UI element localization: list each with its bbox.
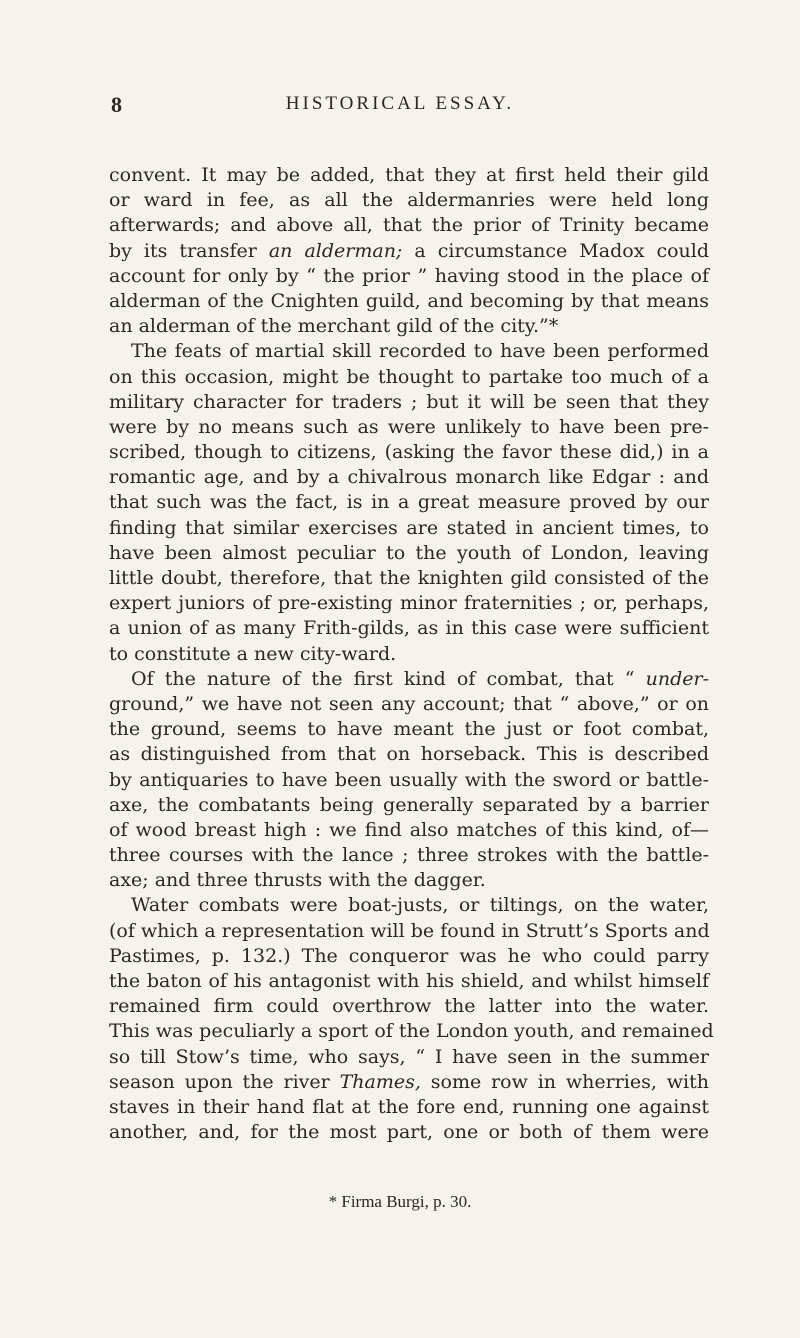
italic-phrase: Thames, (339, 1070, 421, 1093)
body-text (109, 163, 714, 1145)
text-line: axe, the combatants being generally separated by a barrier (109, 793, 709, 816)
text-line: to constitute a new city-ward. (109, 642, 397, 665)
text-line: as distinguished from that on horseback. This is described (109, 743, 709, 766)
text-line: remained firm could overthrow the latter into the water. (109, 995, 709, 1018)
text-line: romantic age, and by a chivalrous monarch like Edgar : and (109, 466, 709, 489)
text-line: little doubt, therefore, that the knighten gild consisted of the (109, 567, 709, 589)
text-line: Of the nature of the first kind of combat, that “ under- (131, 667, 709, 690)
text-line: afterwards; and above all, that the prior of Trinity became (109, 214, 709, 237)
text-line: season upon the river Thames, some row in wherries, with (109, 1070, 709, 1093)
text-line: by its transfer an alderman; a circumstance Madox could (109, 239, 709, 262)
text-line: by antiquaries to have been usually with the sword or battle- (109, 768, 709, 791)
text-line: of wood breast high : we find also matches of this kind, of— (109, 818, 709, 841)
text-line: that such was the fact, is in a great measure proved by our (109, 491, 709, 514)
page-number: 8 (111, 92, 122, 117)
text-line: have been almost peculiar to the youth of London, leaving (109, 541, 709, 564)
text-line: or ward in fee, as all the aldermanries were held long (109, 189, 709, 212)
text-line: an alderman of the merchant gild of the city.”* (109, 315, 559, 338)
text-line: on this occasion, might be thought to partake too much of a (109, 365, 709, 388)
text-line: alderman of the Cnighten guild, and becoming by that means (109, 289, 709, 312)
text-line: ground,” we have not seen any account; that “ above,” or on (109, 692, 709, 715)
text-line: scribed, though to citizens, (asking the favor these did,) in a (109, 441, 709, 464)
running-title: HISTORICAL ESSAY. (285, 93, 515, 114)
text-line: another, and, for the most part, one or both of them were (109, 1121, 709, 1144)
text-line: The feats of martial skill recorded to have been performed (131, 340, 709, 363)
text-line: staves in their hand flat at the fore end, running one against (109, 1095, 709, 1118)
text-line: military character for traders ; but it will be seen that they (109, 390, 709, 413)
text-line: three courses with the lance ; three strokes with the battle- (109, 844, 709, 867)
text-line: a union of as many Frith-gilds, as in this case were sufficient (109, 617, 709, 640)
text-line: expert juniors of pre-existing minor fraternities ; or, perhaps, (109, 592, 709, 615)
text-line: the baton of his antagonist with his shield, and whilst himself (109, 970, 709, 992)
text-line: account for only by “ the prior ” having stood in the place of (109, 264, 709, 287)
italic-phrase: under- (645, 667, 709, 690)
text-line: convent. It may be added, that they at first held their gild (109, 164, 709, 186)
footnote: * Firma Burgi, p. 30. (328, 1192, 472, 1211)
text-line: axe; and three thrusts with the dagger. (109, 869, 486, 892)
text-line: finding that similar exercises are stated in ancient times, to (109, 516, 709, 539)
text-line: were by no means such as were unlikely to have been pre- (109, 415, 709, 438)
text-line: Water combats were boat-justs, or tiltings, on the water, (131, 894, 709, 917)
text-line: so till Stow’s time, who says, “ I have seen in the summer (109, 1045, 709, 1068)
text-line: (of which a representation will be found in Strutt’s Sports and (109, 919, 710, 942)
italic-phrase: an alderman; (268, 239, 403, 262)
text-line: This was peculiarly a sport of the London youth, and remained (109, 1020, 714, 1043)
text-line: the ground, seems to have meant the just or foot combat, (109, 718, 709, 741)
text-line: Pastimes, p. 132.) The conqueror was he who could parry (109, 944, 709, 967)
